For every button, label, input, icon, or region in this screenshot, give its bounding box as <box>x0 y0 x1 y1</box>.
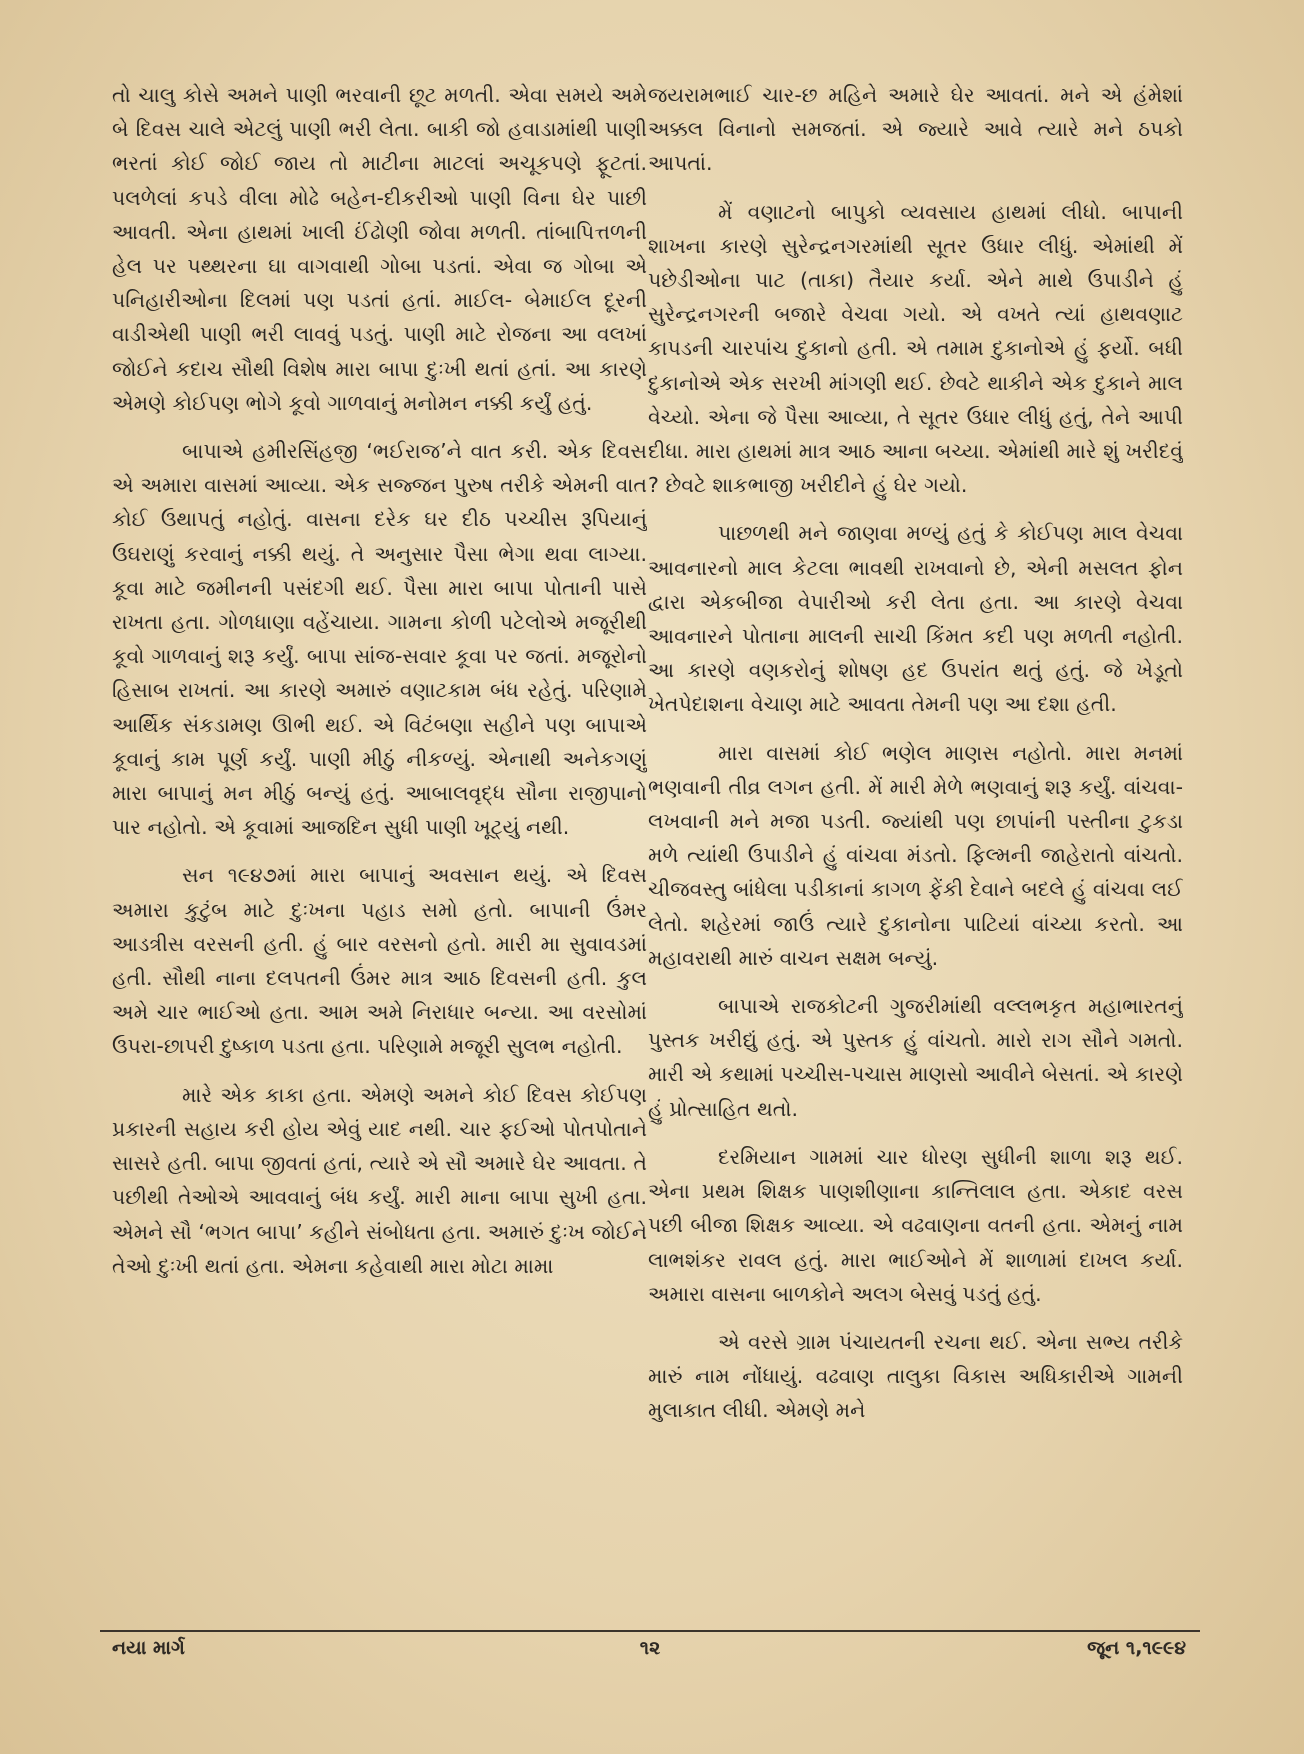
paragraph: મારે એક કાકા હતા. એમણે અમને કોઈ દિવસ કોઈપણ પ્રકારની સહાય કરી હોય એવું યાદ નથી. ચાર ફઈઓ પોતપોતાને સાસરે હતી. બાપા જીવતાં હતાં, ત્યારે એ સૌ અમારે ઘેર આવતા. તે પછીથી તેઓએ આવવાનું બંધ કર્યું. મારી માના બાપા સુખી હતા. એમને સૌ ‘ભગત બાપા’ કહીને સંબોધતા હતા. અમારું દુઃખ જોઈને તેઓ દુઃખી થતાં હતા. એમના કહેવાથી મારા મોટા મામા <box>112 1082 647 1278</box>
paragraph: મારા વાસમાં કોઈ ભણેલ માણસ નહોતો. મારા મનમાં ભણવાની તીવ્ર લગન હતી. મેં મારી મેળે ભણવાનું શરૂ કર્યું. વાંચવા-લખવાની મને મજા પડતી. જ્યાંથી પણ છાપાંની પસ્તીના ટુકડા મળે ત્યાંથી ઉપાડીને હું વાંચવા મંડતો. ફિલ્મની જાહેરાતો વાંચતો. ચીજવસ્તુ બાંધેલા પડીકાનાં કાગળ ફેંકી દેવાને બદલે હું વાંચવા લઈ લેતો. શહેરમાં જાઉં ત્યારે દુકાનોના પાટિયાં વાંચ્યા કરતો. આ મહાવરાથી મારું વાચન સક્ષમ બન્યું. <box>648 740 1183 970</box>
left-text-column <box>112 78 647 1623</box>
paragraph: દરમિયાન ગામમાં ચાર ધોરણ સુધીની શાળા શરૂ થઈ. એના પ્રથમ શિક્ષક પાણશીણાના કાન્તિલાલ હતા. એકાદ વરસ પછી બીજા શિક્ષક આવ્યા. એ વઢવાણના વતની હતા. એમનું નામ લાભશંકર રાવલ હતું. મારા ભાઈઓને મેં શાળામાં દાખલ કર્યા. અમારા વાસના બાળકોને અલગ બેસવું પડતું હતું. <box>648 1144 1183 1306</box>
right-text-column <box>648 78 1183 1623</box>
paragraph: મેં વણાટનો બાપુકો વ્યવસાય હાથમાં લીધો. બાપાની શાખના કારણે સુરેન્દ્રનગરમાંથી સૂતર ઉધાર લીધું. એમાંથી મેં પછેડીઓના પાટ (તાકા) તૈયાર કર્યા. એને માથે ઉપાડીને હું સુરેન્દ્રનગરની બજારે વેચવા ગયો. એ વખતે ત્યાં હાથવણાટ કાપડની ચારપાંચ દુકાનો હતી. એ તમામ દુકાનોએ હું ફર્યો. બધી દુકાનોએ એક સરખી માંગણી થઈ. છેવટે થાકીને એક દુકાને માલ વેચ્યો. એના જે પૈસા આવ્યા, તે સૂતર ઉધાર લીધું હતું, તેને આપી દીધા. મારા હાથમાં માત્ર આઠ આના બચ્યા. એમાંથી મારે શું ખરીદવું ? છેવટે શાકભાજી ખરીદીને હું ઘેર ગયો. <box>648 199 1183 498</box>
paragraph: સન ૧૯૪૭માં મારા બાપાનું અવસાન થયું. એ દિવસ અમારા કુટુંબ માટે દુઃખના પહાડ સમો હતો. બાપાની ઉંમર આડત્રીસ વરસની હતી. હું બાર વરસનો હતો. મારી મા સુવાવડમાં હતી. સૌથી નાના દલપતની ઉંમર માત્ર આઠ દિવસની હતી. કુલ અમે ચાર ભાઈઓ હતા. આમ અમે નિરાધાર બન્યા. આ વરસોમાં ઉપરા-છાપરી દુષ્કાળ પડતા હતા. પરિણામે મજૂરી સુલભ નહોતી. <box>112 863 647 1059</box>
paragraph: બાપાએ રાજકોટની ગુજરીમાંથી વલ્લભકૃત મહાભારતનું પુસ્તક ખરીદ્યું હતું. એ પુસ્તક હું વાંચતો. મારો રાગ સૌને ગમતો. મારી એ કથામાં પચ્ચીસ-પચાસ માણસો આવીને બેસતાં. એ કારણે હું પ્રોત્સાહિત થતો. <box>648 994 1183 1121</box>
publication-name: નયા માર્ગ <box>112 1637 185 1659</box>
paragraph: જયરામભાઈ ચાર-છ મહિને અમારે ઘેર આવતાં. મને એ હંમેશાં અક્કલ વિનાનો સમજતાં. એ જ્યારે આવે ત્યારે મને ઠપકો આપતાં. <box>648 83 1183 176</box>
issue-date: જૂન ૧,૧૯૯૪ <box>1087 1637 1186 1659</box>
paragraph: એ વરસે ગ્રામ પંચાયતની રચના થઈ. એના સભ્ય તરીકે મારું નામ નોંધાયું. વઢવાણ તાલુકા વિકાસ અધિકારીએ ગામની મુલાકાત લીધી. એમણે મને <box>648 1329 1183 1423</box>
paragraph: તો ચાલુ કોસે અમને પાણી ભરવાની છૂટ મળતી. એવા સમયે અમે બે દિવસ ચાલે એટલું પાણી ભરી લેતા. બાકી જો હવાડામાંથી પાણી ભરતાં કોઈ જોઈ જાય તો માટીના માટલાં અચૂકપણે ફૂટતાં. પલળેલાં કપડે વીલા મોઢે બહેન-દીકરીઓ પાણી વિના ઘેર પાછી આવતી. એના હાથમાં ખાલી ઈંઢોણી જોવા મળતી. તાંબાપિત્તળની હેલ પર પથ્થરના ઘા વાગવાથી ગોબા પડતાં. એવા જ ગોબા એ પનિહારીઓના દિલમાં પણ પડતાં હતાં. માઈલ- બેમાઈલ દૂરની વાડીએથી પાણી ભરી લાવવું પડતું. પાણી માટે રોજના આ વલખાં જોઈને કદાચ સૌથી વિશેષ મારા બાપા દુઃખી થતાં હતાં. આ કારણે એમણે કોઈપણ ભોગે કૂવો ગાળવાનું મનોમન નક્કી કર્યું હતું. <box>112 83 647 415</box>
paragraph: બાપાએ હમીરસિંહજી ‘ભઈરાજ’ને વાત કરી. એક દિવસ એ અમારા વાસમાં આવ્યા. એક સજ્જન પુરુષ તરીકે એમની વાત કોઈ ઉથાપતું નહોતું. વાસના દરેક ઘર દીઠ પચ્ચીસ રૂપિયાનું ઉઘરાણું કરવાનું નક્કી થયું. તે અનુસાર પૈસા ભેગા થવા લાગ્યા. કૂવા માટે જમીનની પસંદગી થઈ. પૈસા મારા બાપા પોતાની પાસે રાખતા હતા. ગોળધાણા વહેંચાયા. ગામના કોળી પટેલોએ મજૂરીથી કૂવો ગાળવાનું શરૂ કર્યું. બાપા સાંજ-સવાર કૂવા પર જતાં. મજૂરોનો હિસાબ રાખતાં. આ કારણે અમારું વણાટકામ બંધ રહેતું. પરિણામે આર્થિક સંકડામણ ઊભી થઈ. એ વિટંબણા સહીને પણ બાપાએ કૂવાનું કામ પૂર્ણ કર્યું. પાણી મીઠું નીકળ્યું. એનાથી અનેકગણું મારા બાપાનું મન મીઠું બન્યું હતું. આબાલવૃદ્ધ સૌના રાજીપાનો પાર નહોતો. એ કૂવામાં આજદિન સુધી પાણી ખૂટ્યું નથી. <box>112 439 647 840</box>
paragraph: પાછળથી મને જાણવા મળ્યું હતું કે કોઈપણ માલ વેચવા આવનારનો માલ કેટલા ભાવથી રાખવાનો છે, એની મસલત ફોન દ્વારા એકબીજા વેપારીઓ કરી લેતા હતા. આ કારણે વેચવા આવનારને પોતાના માલની સાચી કિંમત કદી પણ મળતી નહોતી. આ કારણે વણકરોનું શોષણ હદ ઉપરાંત થતું હતું. જે ખેડૂતો ખેતપેદાશના વેચાણ માટે આવતા તેમની પણ આ દશા હતી. <box>648 521 1183 717</box>
footer-divider <box>100 1630 1200 1632</box>
page-number: ૧૨ <box>639 1637 661 1659</box>
